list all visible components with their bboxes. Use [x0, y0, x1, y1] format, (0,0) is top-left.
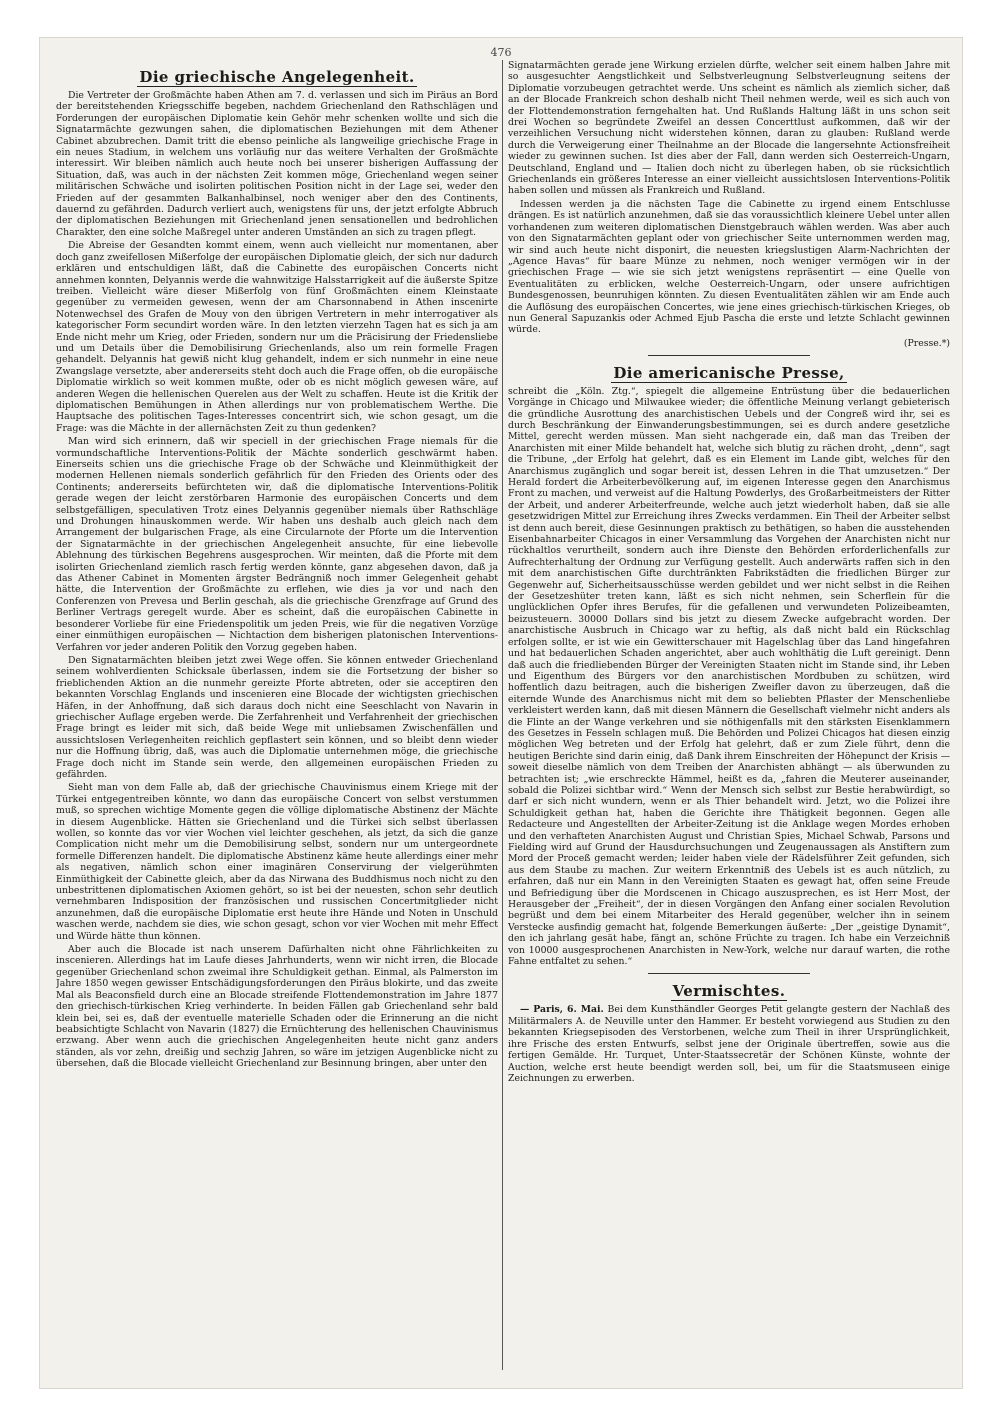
source-note: (Presse.*) — [903, 337, 950, 349]
continuation-paragraph: Signatarmächten gerade jene Wirkung erzielen dürfte, welcher seit einem halben Jahre mit so ausgesuchter Aengstlichkeit und Selbstverleugnung Selbstverleugnung seitens der Diplomatie vorzubeugen getrachtet werde. Uns scheint es nämlich als ziemlich sicher, daß an der Blocade Frankreich schon deshalb nicht Theil nehmen werde, weil es sich auch von der Flottendemonstration ferngehalten hat. Und Rußlands Haltung läßt in uns schon seit drei Wochen so begründete Zweifel an dessen Concerttlust aufkommen, daß wir der verzeihlichen Versuchung nicht widerstehen können, daran zu glauben: Rußland werde durch die Verweigerung einer Theilnahme an der Blocade die langersehnte Actionsfreiheit wieder zu gewinnen suchen. Ist dies aber der Fall, dann werden sich Oesterreich-Ungarn, Deutschland, England und — Italien doch nicht zu überlegen haben, ob sie rücksichtlich Griechenlands ein größeres Interesse an einer vielleicht aussichtslosen Interventions-Politik haben sollen und müssen als Frankreich und Rußland. — [508, 60, 950, 197]
paragraph: Sieht man von dem Falle ab, daß der griechische Chauvinismus einem Kriege mit der Türkei entgegentreiben könnte, wo dann das europäische Concert von selbst verstummen muß, so sprechen wichtige Momente gegen die völlige diplomatische Abstinenz der Mächte in diesem Augenblicke. Hätten sie Griechenland und die Türkei sich selbst überlassen wollen, so konnte das vor vier Wochen viel leichter geschehen, als jetzt, da sich die ganze Complication nicht mehr um die Demobilisirung selbst, sondern nur um untergeordnete formelle Differenzen handelt. Die diplomatische Abstinenz käme heute allerdings einer mehr als negativen, nämlich schon einer imaginären Conservirung der vielgerühmten Einmüthigkeit der Cabinette gleich, aber da das Nirwana des Buddhismus noch nicht zu den unbestrittenen diplomatischen Axiomen gehört, so ist bei der neuesten, schon sehr deutlich vernehmbaren Indisposition der französischen und russischen Concertmitglieder nicht anzunehmen, daß die europäische Diplomatie erst heute ihre Hände und Noten in Unschuld waschen werde, nachdem sie dies, wie schon gesagt, schon vor vier Wochen mit mehr Effect und Würde hätte thun können. — [56, 782, 498, 942]
left-column — [56, 60, 498, 1376]
paragraph: Man wird sich erinnern, daß wir speciell in der griechischen Frage niemals für die vormundschaftliche Interventions-Politik der Mächte sonderlich geschwärmt haben. Einerseits schien uns die griechische Frage ob der Schwäche und Kleinmüthigkeit der modernen Hellenen niemals sonderlich gefährlich für den Frieden des Orients oder des Continents; andererseits befürchteten wir, daß die diplomatische Interventions-Politik gerade wegen der leicht zerstörbaren Harmonie des europäischen Concerts und dem selbstgefälligen, speculativen Trotz eines Delyannis gegenüber niemals über Rathschläge und Drohungen hinauskommen werde. Wir haben uns deshalb auch gleich nach dem Arrangement der bulgarischen Frage, als eine Circularnote der Pforte um die Intervention der Signatarmächte in der griechischen Angelegenheit ansuchte, für eine liebevolle Ablehnung des türkischen Begehrens ausgesprochen. Wir meinten, daß die Pforte mit dem isolirten Griechenland ziemlich rasch fertig werden könnte, ganz abgesehen davon, daß ja das Athener Cabinet in Momenten ärgster Bedrängniß noch immer Gelegenheit gehabt hätte, die Intervention der Großmächte zu erflehen, wie dies ja vor und nach den Conferenzen von Prevesa und Berlin geschah, als die griechische Grenzfrage auf Grund des Berliner Vertrags geregelt wurde. Aber es scheint, daß die europäischen Cabinette in besonderer Vorliebe für eine Friedenspolitik um jeden Preis, wie für die negativen Vorzüge einer einmüthigen europäischen — Nichtaction dem bisherigen platonischen Interventions-Verfahren vor jeder anderen Politik den Vorzug gegeben haben. — [56, 436, 498, 653]
article-title-miscellaneous — [508, 982, 950, 1000]
article-title-greek-affair — [56, 68, 498, 86]
section-separator — [648, 355, 810, 356]
section-separator — [648, 973, 810, 974]
article-title-american-press — [508, 364, 950, 382]
article-title-text: Die griechische Angelegenheit. — [139, 68, 415, 86]
continuation-paragraph: Indessen werden ja die nächsten Tage die Cabinette zu irgend einem Entschlusse drängen. Es ist natürlich anzunehmen, daß sie das voraussichtlich kleinere Uebel unter allen vorhandenen zum weiteren diplomatischen Dienstgebrauch wählen werden. Was aber auch von den Signatarmächten geplant oder von griechischer Seite unternommen werden mag, wir sind auch heute nicht disponirt, die neuesten kriegslustigen Alarm-Nachrichten der „Agence Havas“ für baare Münze zu nehmen, noch weniger vermögen wir in der griechischen Frage — wie sie sich jetzt wenigstens repräsentirt — eine Quelle von Eventualitäten zu erblicken, welche Oesterreich-Ungarn, oder unsere aufrichtigen Bundesgenossen, beunruhigen könnten. Zu diesen Eventualitäten zählen wir am Ende auch die Auflösung des europäischen Concertes, wie jene eines griechisch-türkischen Krieges, ob nun General Sapuzankis oder Achmed Ejub Pascha die erste und letzte Schlacht gewinnen würde. — [508, 198, 950, 336]
article-title-text: Die americanische Presse, — [613, 363, 845, 382]
paragraph: schreibt die „Köln. Ztg.“, spiegelt die allgemeine Entrüstung über die bedauerlichen Vorgänge in Chicago und Milwaukee wieder; die öffentliche Meinung verlangt gebieterisch die gründliche Ausrottung des anarchistischen Uebels und der Congreß wird ihr, sei es durch Beschränkung der Einwanderungsbestimmungen, sei es durch andere gesetzliche Mittel, gerecht werden müssen. Man sieht nachgerade ein, daß man das Treiben der Anarchisten mit einer Milde behandelt hat, welche sich blutig zu rächen droht, „denn“, sagt die Tribune, „der Erfolg hat gelehrt, daß es ein Element im Lande gibt, welches für den Anarchismus zugänglich und sogar bereit ist, dessen Lehren in die That umzusetzen.“ Der Herald fordert die Arbeiterbevölkerung auf, im eigenen Interesse gegen den Anarchismus Front zu machen, und verweist auf die Haltung Powderlys, des Großarbeitmeisters der Ritter der Arbeit, und anderer Arbeiterfreunde, welche auch jetzt wiederholt haben, daß sie alle gesetzwidrigen Mittel zur Erreichung ihres Zwecks verdammen. Ein Theil der Arbeiter selbst ist denn auch bereit, diese Gesinnungen praktisch zu bethätigen, so haben die ausstehenden Eisenbahnarbeiter Chicagos in einer Versammlung das Vorgehen der Anarchisten nicht nur rückhaltlos verurtheilt, sondern auch ihre Dienste den Behörden erforderlichenfalls zur Aufrechterhaltung der Ordnung zur Verfügung gestellt. Auch anderwärts raffen sich in den mit dem anarchistischen Gifte durchtränkten Fabrikstädten die friedlichen Bürger zur Gegenwehr auf, Sicherheitsausschüsse werden gebildet und wer nicht selbst in die Reihen der Gesetzeshüter treten kann, läßt es sich nicht nehmen, sein Scherflein für die unglücklichen Opfer ihres Berufes, für die gefallenen und verwundeten Polizeibeamten, beizusteuern. 30000 Dollars sind bis jetzt zu diesem Zwecke aufgebracht worden. Der anarchistische Ausbruch in Chicago war zu heftig, als daß nicht bald ein Rückschlag erfolgen sollte, er ist wie ein Gewitterschauer mit Hagelschlag über das Land hingefahren und hat bedauerlichen Schaden angerichtet, aber auch wohlthätig die Luft gereinigt. Denn daß auch die friedliebenden Bürger der Vereinigten Staaten nicht im Stande sind, ihr Leben und Eigenthum des Bürgers vor den anarchistischen Mordbuben zu schützen, wird hoffentlich dazu beitragen, auch die bisherigen Zweifler davon zu überzeugen, daß die eiternde Wunde des Anarchismus nicht mit dem so beliebten Pflaster der Menschenliebe verkleistert werden kann, daß mit diesen Männern die Gesellschaft vielmehr nicht anders als die Flinte an der Wange verkehren und sie nöthigenfalls mit den stärksten Eisenklammern des Gesetzes in Fesseln schlagen muß. Die Behörden und Polizei Chicagos hat diesen einzig möglichen Weg betreten und der Erfolg hat gelehrt, daß er zum Ziele führt, denn die heutigen Berichte sind darin einig, daß Dank ihrem Einschreiten der Höhepunct der Krisis — soweit dieselbe nämlich von dem Treiben der Anarchisten abhängt — als überwunden zu betrachten ist; „wie erschreckte Hämmel, heißt es da, „fahren die Meuterer auseinander, sobald die Polizei sichtbar wird.“ Wenn der Mensch sich selbst zur Bestie herabwürdigt, so darf er sich nicht wundern, wenn er als Thier behandelt wird. Jetzt, wo die Polizei ihre Schuldigkeit gethan hat, haben die Gerichte ihre Thätigkeit begonnen. Gegen alle Redacteure und Angestellten der Arbeiter-Zeitung ist die Anklage wegen Mordes erhoben und den verhafteten Anarchisten August und Christian Spies, Michael Schwab, Parsons und Fielding wird auf Grund der Hausdurchsuchungen und Zeugenaussagen als Anstiftern zum Mord der Proceß gemacht werden; leider haben viele der Rädelsführer Zeit gefunden, sich aus dem Staube zu machen. Zur weitern Erkenntniß des Uebels ist es auch nützlich, zu erfahren, daß nur ein Mann in den Vereinigten Staaten es gewagt hat, offen seine Freude und Befriedigung über die Mordscenen in Chicago auszusprechen, es ist Herr Most, der Herausgeber der „Freiheit“, der in diesen Vorgängen den Anfang einer socialen Revolution begrüßt und dem bei einem Mitarbeiter des Herald gegenüber, welcher ihn in seinem Verstecke ausfindig gemacht hat, folgende Bemerkungen äußerte: „Der „geistige Dynamit“, den ich jahrlang gesät habe, fängt an, schöne Früchte zu tragen. Ich habe ein Verzeichniß von 10000 ausgesprochenen Anarchisten in New-York, welche nur darauf warten, die rothe Fahne entfaltet zu sehen.“ — [508, 385, 950, 968]
column-divider — [502, 60, 503, 1370]
dateline: — Paris, 6. Mai. — [520, 1004, 604, 1016]
newspaper-page — [40, 38, 962, 1388]
paragraph: Die Abreise der Gesandten kommt einem, wenn auch vielleicht nur momentanen, aber doch ganz zweifellosen Mißerfolge der europäischen Diplomatie gleich, der sich nur dadurch erklären und entschuldigen läßt, daß die Cabinette des europäischen Concerts nicht annehmen konnten, Delyannis werde die wahnwitzige Halsstarrigkeit auf die äußerste Spitze treiben. Vielleicht wäre dieser Mißerfolg von fünf Großmächten einem Kleinstaate gegenüber zu vermeiden gewesen, wenn der am Charsonnabend in Athen inscenirte Notenwechsel des Grafen de Mouy von den übrigen Vertretern in mehr interrogativer als kategorischer Form secundirt worden wäre. In den letzten vierzehn Tagen hat es sich ja am Ende nicht mehr um Krieg, oder Frieden, sondern nur um die Präcisirung der Friedensliebe und um Details über die Demobilisirung Griechenlands, also um rein formelle Fragen gehandelt. Delyannis hat gewiß nicht klug gehandelt, indem er sich nunmehr in eine neue Zwangslage versetzte, aber andererseits steht doch auch die Frage offen, ob die europäische Diplomatie wirklich so weit kommen mußte, oder ob es nicht möglich gewesen wäre, auf anderen Wegen die hellenischen Querelen aus der Welt zu schaffen. Heute ist die Kritik der diplomatischen Bemühungen in Athen allerdings nur von problematischem Werthe. Die Hauptsache des politischen Tages-Interesses concentrirt sich, wie schon gesagt, um die Frage: was die Mächte in der allernächsten Zeit zu thun gedenken? — [56, 240, 498, 434]
paragraph: Den Signatarmächten bleiben jetzt zwei Wege offen. Sie können entweder Griechenland seinem wohlverdienten Schicksale überlassen, indem sie die Fortsetzung der bisher so frieblichenden Aktion an die nunmehr gereizte Pforte abtreten, oder sie acceptiren den bekannten Vorschlag Englands und inscenieren eine Blocade der wichtigsten griechischen Häfen, in der Anhoffnung, daß sich daraus doch nicht eine Seeschlacht von Navarin in griechischer Auflage ergeben werde. Die Zerfahrenheit und Verfahrenheit der griechischen Frage bringt es leider mit sich, daß beide Wege mit unliebsamen Zwischenfällen und aussichtslosen Verlegenheiten reichlich gepflastert sein können, und so bleibt denn wieder nur die Hoffnung übrig, daß, was auch die Diplomatie unternehmen möge, die griechische Frage doch nicht im Stande sein werde, den allgemeinen europäischen Frieden zu gefährden. — [56, 654, 498, 780]
paragraph: Die Vertreter der Großmächte haben Athen am 7. d. verlassen und sich im Piräus an Bord der bereitstehenden Kriegsschiffe begeben, nachdem Griechenland den Rathschlägen und Forderungen der europäischen Diplomatie kein Gehör mehr schenken wollte und sich die Signatarmächte gezwungen sahen, die diplomatischen Beziehungen mit dem Athener Cabinet abzubrechen. Damit tritt die ebenso peinliche als langweilige griechische Frage in ein neues Stadium, in welchem uns vorläufig nur das weitere Verhalten der Großmächte interessirt. Wir bleiben nämlich auch heute noch bei unserer bisherigen Auffassung der Situation, daß, was auch in der nächsten Zeit kommen möge, Griechenland wegen seiner militärischen Schwäche und isolirten politischen Position nicht in der Lage sei, weder den Frieden auf der gesammten Balkanhalbinsel, noch weniger aber den des Continents, dauernd zu gefährden. Dadurch verliert auch, wenigstens für uns, der jetzt erfolgte Abbruch der diplomatischen Beziehungen mit Griechenland jenen sensationellen und bedrohlichen Charakter, den eine solche Maßregel unter anderen Umständen an sich zu tragen pflegt. — [56, 90, 498, 238]
paragraph-text: Bei dem Kunsthändler Georges Petit gelangte gestern der Nachlaß des Militärmalers A. de Neuville unter den Hammer. Er besteht vorwiegend aus Studien zu den bekannten Kriegsepisoden des Verstorbenen, welche zum Theil in ihrer Ursprünglichkeit, ihre Frische des ersten Entwurfs, selbst jene der Originale übertreffen, sowie aus die fertigen Gemälde. Hr. Turquet, Unter-Staatssecretär der Schönen Künste, wohnte der Auction, welche erst heute beendigt werden soll, bei, um für die Staatsmuseen einige Zeichnungen zu erwerben. — [508, 1004, 950, 1084]
page-number: 476 — [490, 46, 512, 59]
article-title-text: Vermischtes. — [672, 982, 786, 1001]
paragraph — [508, 1004, 950, 1084]
right-column — [508, 60, 950, 1376]
paragraph: Aber auch die Blocade ist nach unserem Dafürhalten nicht ohne Fährlichkeiten zu inscenieren. Allerdings hat im Laufe dieses Jahrhunderts, wenn wir nicht irren, die Blocade gegenüber Griechenland schon zweimal ihre Schuldigkeit gethan. Einmal, als Palmerston im Jahre 1850 wegen gewisser Entschädigungsforderungen den Piräus blokirte, und das zweite Mal als Beaconsfield durch eine an Blocade streifende Flottendemonstration im Jahre 1877 den griechisch-türkischen Krieg verhinderte. In beiden Fällen gab Griechenland sehr bald klein bei, sei es, daß der eventuelle materielle Schaden oder die Erinnerung an die nicht beabsichtigte Schlacht von Navarin (1827) die Ernüchterung des hellenischen Chauvinismus erzwang. Aber wenn auch die griechischen Angelegenheiten heute nicht ganz anders ständen, als vor zehn, dreißig und sechzig Jahren, so wäre im jetzigen Augenblicke nicht zu übersehen, daß die Blocade vielleicht Griechenland zur Besinnung bringen, aber unter den — [56, 944, 498, 1070]
